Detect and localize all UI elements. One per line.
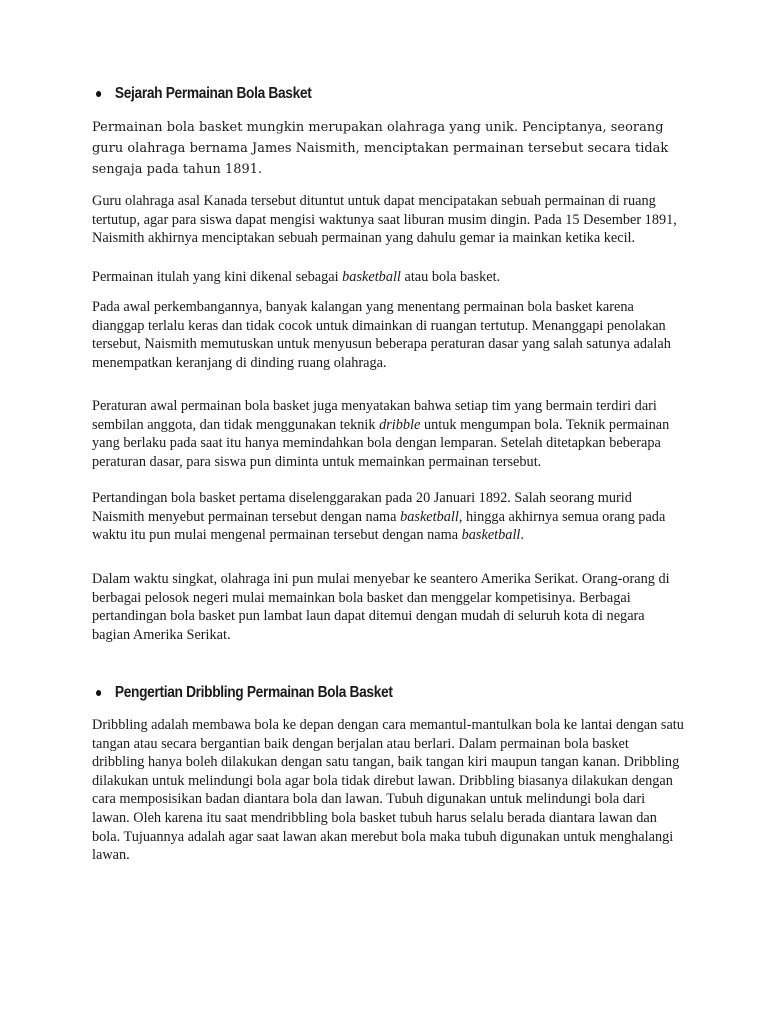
paragraph: Pada awal perkembangannya, banyak kalangan yang menentang permainan bola basket karena dianggap terlalu keras dan tidak cocok untuk dimainkan di ruangan tertutup. Menanggapi penolakan tersebut, Naismith memutuskan untuk menyusun beberapa peraturan dasar yang salah satunya adalah menempatkan keranjang di dinding ruang olahraga. (92, 299, 671, 371)
text-run: Pertandingan bola basket pertama diselenggarakan pada 20 Januari 1892. Salah seorang murid Naismith menyebut permainan tersebut dengan nama (92, 490, 632, 525)
paragraph (92, 397, 684, 471)
section-heading-dribbling (96, 684, 393, 702)
heading-text: Pengertian Dribbling Permainan Bola Basket (114, 684, 393, 701)
text-run: . (520, 527, 524, 544)
text-run: Permainan itulah yang kini dikenal sebagai (92, 269, 343, 285)
paragraph (92, 489, 684, 545)
italic-term: basketball (342, 269, 401, 285)
section-heading-history (96, 85, 311, 103)
bullet-icon (96, 690, 101, 696)
italic-term: dribble (379, 416, 421, 433)
text-run: atau bola basket. (400, 269, 501, 285)
text-run: , hingga akhirnya semua orang pada waktu itu pun mulai mengenal permainan tersebut dengan nama (92, 508, 666, 544)
paragraph: Guru olahraga asal Kanada tersebut dituntut untuk dapat mencipatakan sebuah permainan di ruang tertutup, agar para siswa dapat mengisi waktunya saat liburan musim dingin. Pada 15 Desember 1891, Naismith akhirnya menciptakan sebuah permainan yang dahulu gemar ia mainkan ketika kecil. (92, 193, 677, 247)
paragraph: Dribbling adalah membawa bola ke depan dengan cara memantul-mantulkan bola ke lantai dengan satu tangan atau secara bergantian baik dengan berjalan atau berlari. Dalam permainan bola basket dribbling hanya boleh dilakukan dengan satu tangan, baik tangan kiri maupun tangan kanan. Dribbling dilakukan untuk melindungi bola agar bola tidak direbut lawan. Dribbling biasanya dilakukan dengan cara memposisikan badan diantara bola dan lawan. Tubuh digunakan untuk melindungi bola dari lawan. Oleh karena itu saat mendribbling bola basket tubuh harus selalu berada diantara lawan dan bola. Tujuannya adalah agar saat lawan akan merebut bola maka tubuh digunakan untuk menghalangi lawan. (92, 717, 684, 864)
italic-term: basketball (400, 508, 459, 525)
lead-paragraph: Permainan bola basket mungkin merupakan olahraga yang unik. Penciptanya, seorang guru olahraga bernama James Naismith, menciptakan permainan tersebut secara tidak sengaja pada tahun 1891. (92, 120, 669, 178)
italic-term: basketball (461, 527, 521, 544)
bullet-icon (96, 91, 101, 97)
paragraph (92, 268, 684, 287)
text-run: Peraturan awal permainan bola basket juga menyatakan bahwa setiap tim yang bermain terdiri dari sembilan anggota, dan tidak menggunakan teknik (92, 398, 657, 433)
paragraph: Dalam waktu singkat, olahraga ini pun mulai menyebar ke seantero Amerika Serikat. Orang-orang di berbagai pelosok negeri mulai memainkan bola basket dan menggelar kompetisinya. Berbagai pertandingan bola basket pun lambat laun dapat ditemui dengan mudah di seluruh kota di negara bagian Amerika Serikat. (92, 571, 670, 643)
heading-text: Sejarah Permainan Bola Basket (114, 85, 312, 102)
text-run: untuk mengumpan bola. Teknik permainan yang berlaku pada saat itu hanya memindahkan bola dengan lemparan. Setelah ditetapkan beberapa peraturan dasar, para siswa pun diminta untuk memainkan permainan tersebut. (92, 416, 670, 470)
